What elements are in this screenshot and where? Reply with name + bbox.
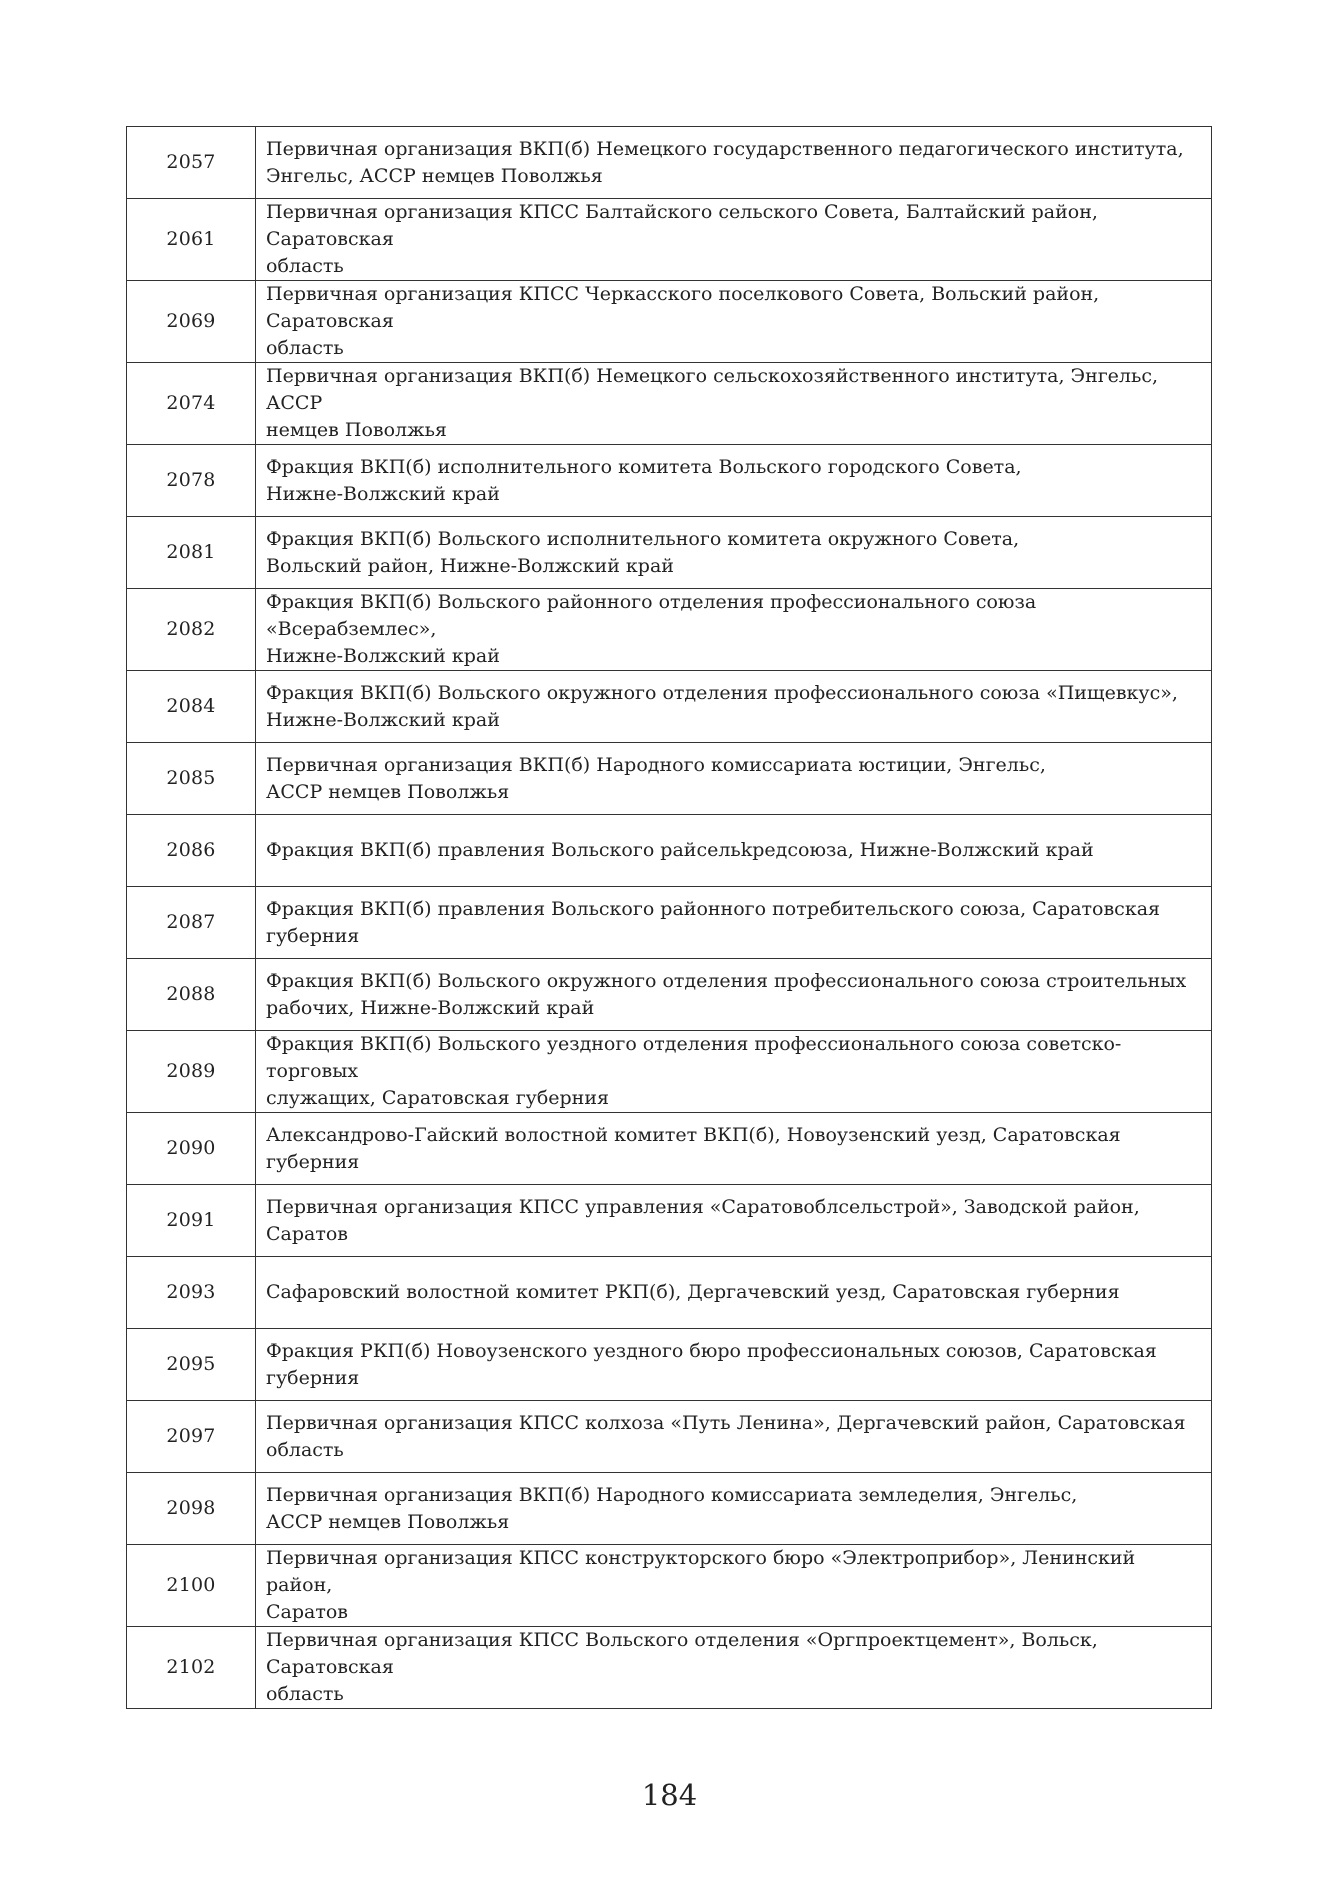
table-row [127, 1113, 1212, 1185]
fund-registry-table [126, 126, 1212, 1709]
table-row [127, 1545, 1212, 1627]
table-row [127, 1329, 1212, 1401]
table-row [127, 959, 1212, 1031]
fund-title: Фракция ВКП(б) Вольского окружного отделения профессионального союза строительных рабочих, Нижне-Волжский край [256, 959, 1212, 1031]
fund-title: Первичная организация КПСС Вольского отделения «Оргпроектцемент», Вольск, Саратовская область [256, 1627, 1212, 1709]
fund-number: 2078 [127, 445, 256, 517]
fund-number: 2089 [127, 1031, 256, 1113]
fund-title: Фракция ВКП(б) Вольского районного отделения профессионального союза «Всерабземлес», Нижне-Волжский край [256, 589, 1212, 671]
fund-title: Первичная организация ВКП(б) Народного комиссариата юстиции, Энгельс, АССР немцев Поволжья [256, 743, 1212, 815]
fund-number: 2081 [127, 517, 256, 589]
fund-number: 2082 [127, 589, 256, 671]
fund-number: 2057 [127, 127, 256, 199]
fund-title: Фракция ВКП(б) исполнительного комитета Вольского городского Совета, Нижне-Волжский край [256, 445, 1212, 517]
fund-number: 2095 [127, 1329, 256, 1401]
table-row [127, 589, 1212, 671]
table-row [127, 887, 1212, 959]
table-row [127, 445, 1212, 517]
fund-number: 2102 [127, 1627, 256, 1709]
table-row [127, 1627, 1212, 1709]
fund-number: 2074 [127, 363, 256, 445]
table-row [127, 1031, 1212, 1113]
fund-title: Первичная организация КПСС колхоза «Путь Ленина», Дергачевский район, Саратовская область [256, 1401, 1212, 1473]
fund-number: 2097 [127, 1401, 256, 1473]
fund-title: Фракция РКП(б) Новоузенского уездного бюро профессиональных союзов, Саратовская губерния [256, 1329, 1212, 1401]
table-row [127, 199, 1212, 281]
fund-number: 2090 [127, 1113, 256, 1185]
table-row [127, 1185, 1212, 1257]
fund-number: 2098 [127, 1473, 256, 1545]
page-number: 184 [641, 1778, 698, 1812]
fund-title: Фракция ВКП(б) правления Вольского районного потребительского союза, Саратовская губерния [256, 887, 1212, 959]
fund-number: 2084 [127, 671, 256, 743]
table-row [127, 363, 1212, 445]
fund-number: 2100 [127, 1545, 256, 1627]
fund-title: Первичная организация КПСС управления «Саратовоблсельстрой», Заводской район, Саратов [256, 1185, 1212, 1257]
fund-title: Фракция ВКП(б) Вольского окружного отделения профессионального союза «Пищевкус», Нижне-Волжский край [256, 671, 1212, 743]
table-row [127, 671, 1212, 743]
table-row [127, 1473, 1212, 1545]
table-row [127, 815, 1212, 887]
fund-title: Первичная организация ВКП(б) Народного комиссариата земледелия, Энгельс, АССР немцев Поволжья [256, 1473, 1212, 1545]
fund-title: Первичная организация КПСС конструкторского бюро «Электроприбор», Ленинский район, Саратов [256, 1545, 1212, 1627]
fund-number: 2093 [127, 1257, 256, 1329]
fund-number: 2085 [127, 743, 256, 815]
fund-title: Первичная организация ВКП(б) Немецкого государственного педагогического института, Энгельс, АССР немцев Поволжья [256, 127, 1212, 199]
fund-title: Первичная организация КПСС Балтайского сельского Совета, Балтайский район, Саратовская область [256, 199, 1212, 281]
fund-number: 2091 [127, 1185, 256, 1257]
table-row [127, 1257, 1212, 1329]
fund-title: Фракция ВКП(б) Вольского исполнительного комитета окружного Совета, Вольский район, Нижне-Волжский край [256, 517, 1212, 589]
fund-title: Первичная организация ВКП(б) Немецкого сельскохозяйственного института, Энгельс, АССР немцев Поволжья [256, 363, 1212, 445]
fund-number: 2069 [127, 281, 256, 363]
fund-number: 2088 [127, 959, 256, 1031]
fund-title: Сафаровский волостной комитет РКП(б), Дергачевский уезд, Саратовская губерния [256, 1257, 1212, 1329]
fund-number: 2061 [127, 199, 256, 281]
table-row [127, 281, 1212, 363]
table-row [127, 743, 1212, 815]
fund-number: 2087 [127, 887, 256, 959]
fund-title: Фракция ВКП(б) правления Вольского райсельkредсоюза, Нижне-Волжский край [256, 815, 1212, 887]
fund-title: Первичная организация КПСС Черкасского поселкового Совета, Вольский район, Саратовская область [256, 281, 1212, 363]
fund-title: Александрово-Гайский волостной комитет ВКП(б), Новоузенский уезд, Саратовская губерния [256, 1113, 1212, 1185]
table-row [127, 517, 1212, 589]
table-row [127, 127, 1212, 199]
table-row [127, 1401, 1212, 1473]
fund-number: 2086 [127, 815, 256, 887]
fund-title: Фракция ВКП(б) Вольского уездного отделения профессионального союза советско-торговых служащих, Саратовская губерния [256, 1031, 1212, 1113]
registry-table-body [127, 127, 1212, 1709]
document-page [126, 126, 1212, 1709]
